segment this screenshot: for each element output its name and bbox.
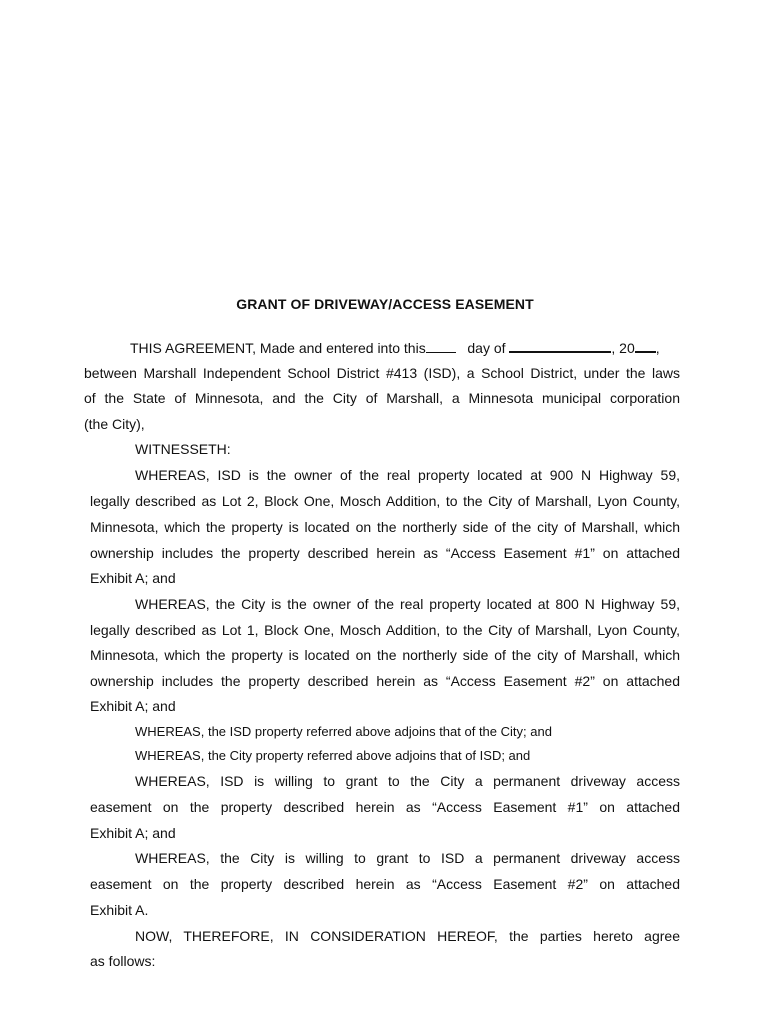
whereas5-line-1: WHEREAS, ISD is willing to grant to the City a permanent driveway access (135, 773, 680, 789)
now-therefore-line-1: NOW, THEREFORE, IN CONSIDERATION HEREOF, the parties hereto agree (135, 928, 680, 944)
day-blank (426, 340, 456, 353)
whereas6-line-3: Exhibit A. (90, 902, 149, 918)
witnesseth-heading: WITNESSETH: (135, 441, 231, 457)
whereas6-line-2: easement on the property described herein as “Access Easement #2” on attached (90, 876, 680, 892)
whereas2-line-3: Minnesota, which the property is located on the northerly side of the city of Marshall, which (90, 647, 680, 663)
whereas5-line-3: Exhibit A; and (90, 825, 176, 841)
intro-line-4: (the City), (84, 416, 145, 432)
intro-text-1: THIS AGREEMENT, Made and entered into this (130, 340, 426, 356)
whereas1-line-5: Exhibit A; and (90, 570, 176, 586)
document-title: GRANT OF DRIVEWAY/ACCESS EASEMENT (236, 296, 534, 312)
whereas6-line-1: WHEREAS, the City is willing to grant to ISD a permanent driveway access (135, 850, 680, 866)
whereas1-line-4: ownership includes the property described herein as “Access Easement #1” on attached (90, 545, 680, 561)
whereas2-line-2: legally described as Lot 1, Block One, Mosch Addition, to the City of Marshall, Lyon County, (90, 622, 680, 638)
intro-line-2: between Marshall Independent School District #413 (ISD), a School District, under the laws (84, 365, 680, 381)
whereas1-line-2: legally described as Lot 2, Block One, Mosch Addition, to the City of Marshall, Lyon County, (90, 493, 680, 509)
month-blank (509, 339, 611, 353)
intro-line-3: of the State of Minnesota, and the City of Marshall, a Minnesota municipal corporation (84, 390, 680, 406)
whereas1-line-3: Minnesota, which the property is located on the northerly side of the city of Marshall, which (90, 519, 680, 535)
intro-text-3: , 20 (611, 340, 635, 356)
whereas2-line-5: Exhibit A; and (90, 698, 176, 714)
whereas1-line-1: WHEREAS, ISD is the owner of the real property located at 900 N Highway 59, (135, 467, 680, 483)
whereas2-line-4: ownership includes the property described herein as “Access Easement #2” on attached (90, 673, 680, 689)
whereas2-line-1: WHEREAS, the City is the owner of the real property located at 800 N Highway 59, (135, 596, 680, 612)
intro-line-1 (130, 339, 660, 356)
whereas4-line: WHEREAS, the City property referred above adjoins that of ISD; and (135, 748, 531, 763)
whereas5-line-2: easement on the property described herein as “Access Easement #1” on attached (90, 799, 680, 815)
whereas3-line: WHEREAS, the ISD property referred above adjoins that of the City; and (135, 724, 552, 739)
now-therefore-line-2: as follows: (90, 953, 156, 969)
intro-text-4: , (655, 340, 660, 356)
year-blank (635, 339, 656, 353)
intro-text-2: day of (467, 340, 506, 356)
